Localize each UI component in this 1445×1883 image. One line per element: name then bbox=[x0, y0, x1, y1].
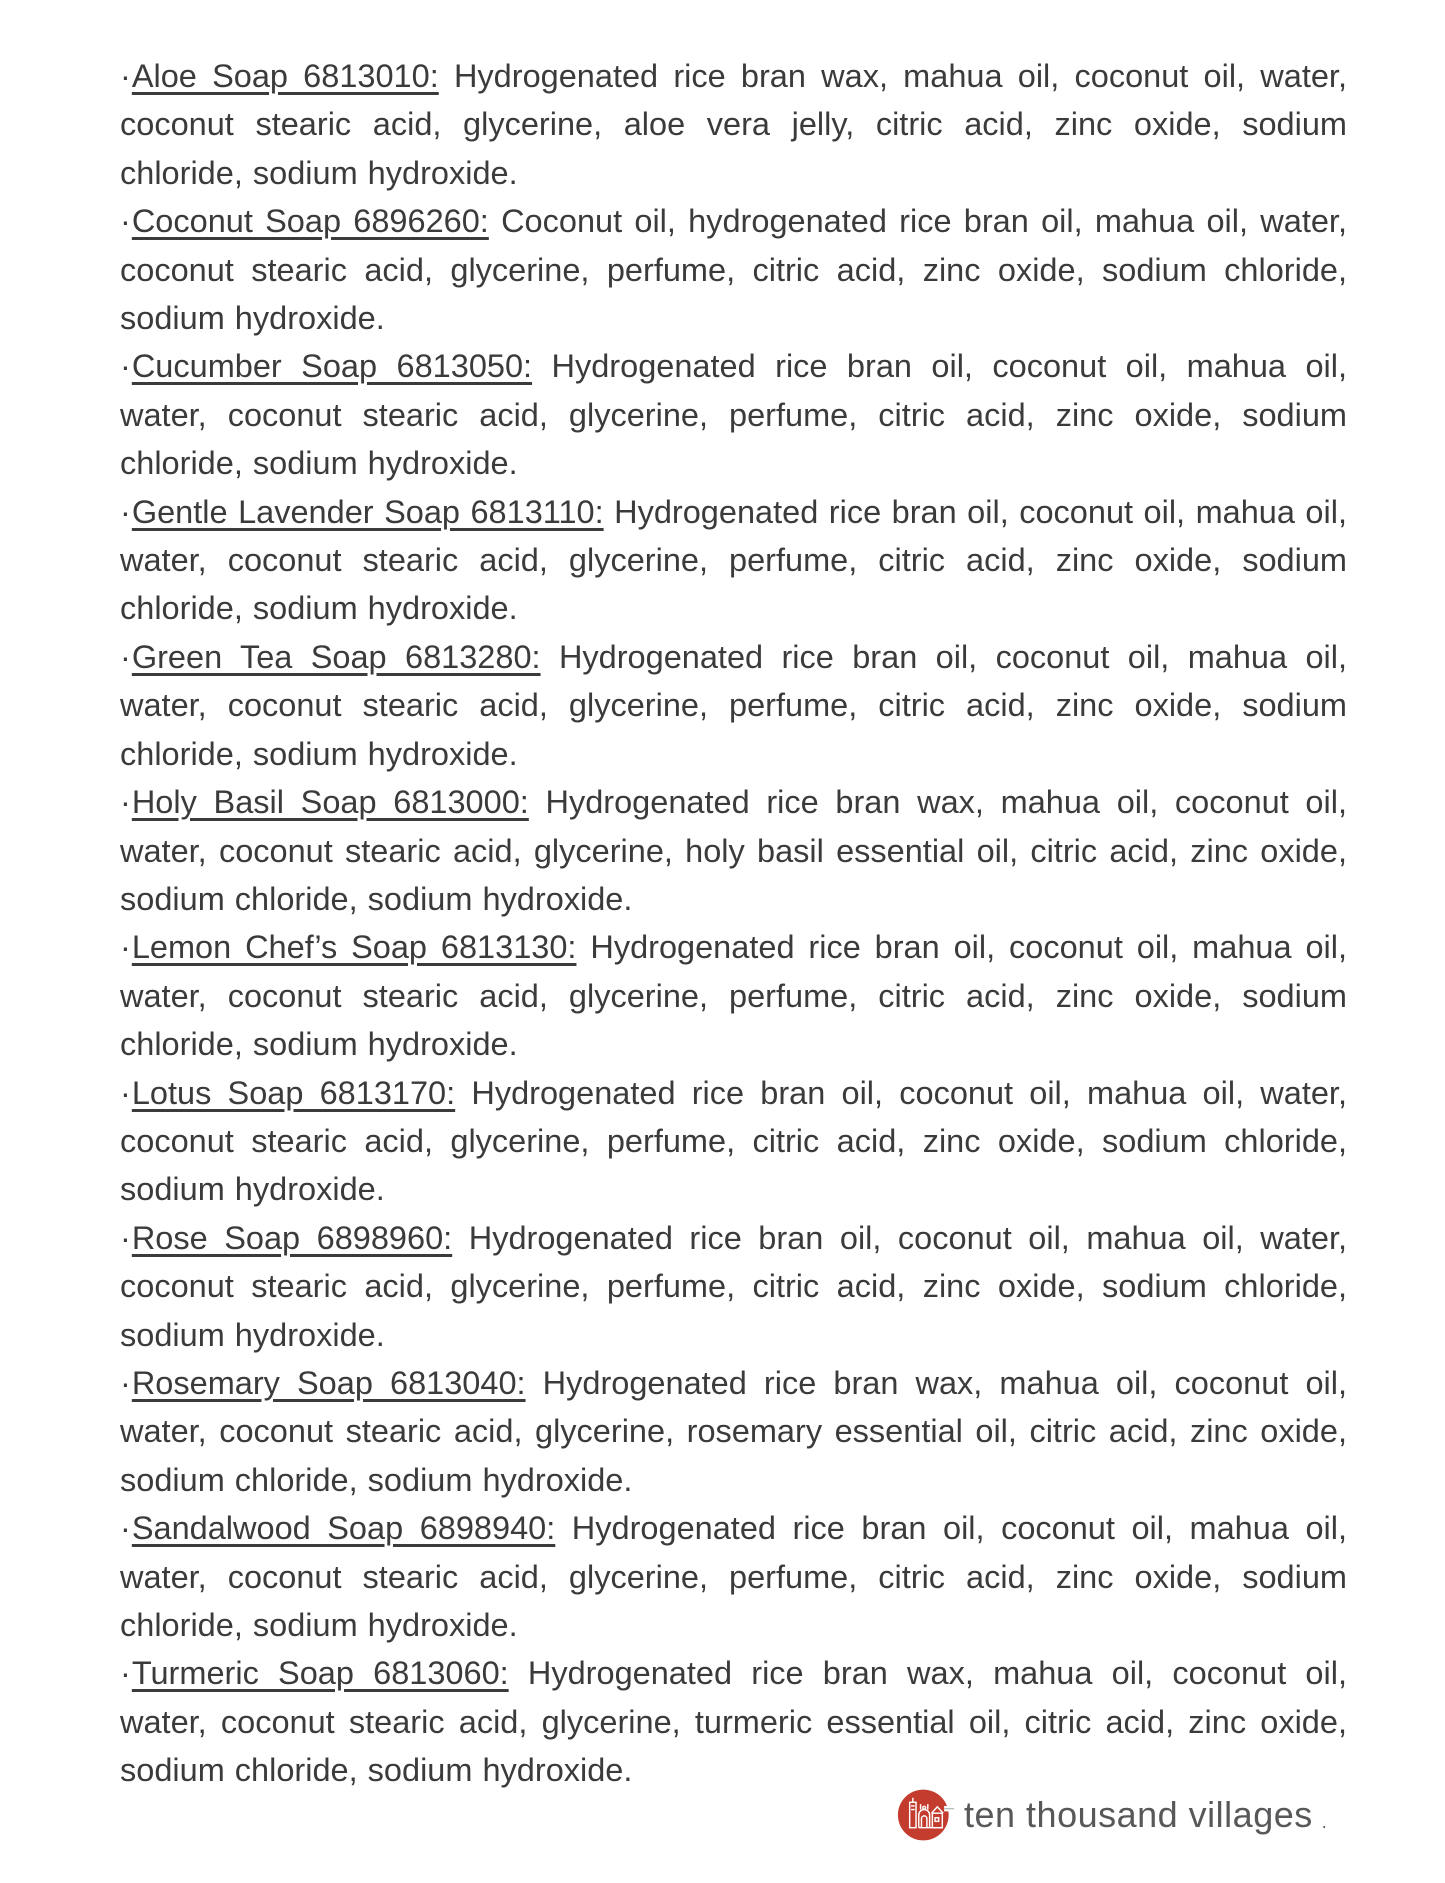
bullet: · bbox=[120, 1074, 131, 1111]
brand-logo bbox=[897, 1786, 1327, 1844]
product-entry bbox=[120, 197, 1347, 342]
bullet: · bbox=[120, 784, 131, 821]
product-entry bbox=[120, 488, 1347, 633]
product-entry bbox=[120, 923, 1347, 1068]
product-name-code: Rose Soap 6898960: bbox=[131, 1219, 453, 1256]
bullet: · bbox=[120, 929, 131, 966]
ingredients-text: Hydrogenated rice bran wax, mahua oil, coconut oil, water, coconut stearic acid, glycerine, aloe vera jelly, citric acid, zinc oxide, sodium chloride, sodium hydroxide. bbox=[120, 58, 1347, 191]
bullet: · bbox=[120, 493, 131, 530]
ingredients-text: Hydrogenated rice bran wax, mahua oil, coconut oil, water, coconut stearic acid, glycerine, holy basil essential oil, citric acid, zinc oxide, sodium chloride, sodium hydroxide. bbox=[120, 784, 1347, 917]
product-entry bbox=[120, 52, 1347, 197]
ingredients-text: Hydrogenated rice bran oil, coconut oil, mahua oil, water, coconut stearic acid, glycerine, perfume, citric acid, zinc oxide, sodium chloride, sodium hydroxide. bbox=[120, 493, 1347, 627]
product-name-code: Rosemary Soap 6813040: bbox=[131, 1364, 526, 1401]
product-entry bbox=[120, 1504, 1347, 1649]
ingredients-text: Coconut oil, hydrogenated rice bran oil, mahua oil, water, coconut stearic acid, glycerine, perfume, citric acid, zinc oxide, sodium chloride, sodium hydroxide. bbox=[120, 203, 1347, 337]
ingredients-text: Hydrogenated rice bran wax, mahua oil, coconut oil, water, coconut stearic acid, glycerine, rosemary essential oil, citric acid, zinc oxide, sodium chloride, sodium hydroxide. bbox=[120, 1364, 1347, 1498]
brand-trademark-dot: . bbox=[1321, 1812, 1327, 1832]
product-name-code: Lotus Soap 6813170: bbox=[131, 1074, 456, 1111]
product-name-code: Green Tea Soap 6813280: bbox=[131, 638, 541, 675]
product-entry bbox=[120, 633, 1347, 778]
ingredients-text: Hydrogenated rice bran oil, coconut oil, mahua oil, water, coconut stearic acid, glycerine, perfume, citric acid, zinc oxide, sodium chloride, sodium hydroxide. bbox=[120, 348, 1347, 482]
ingredients-text: Hydrogenated rice bran oil, coconut oil, mahua oil, water, coconut stearic acid, glycerine, perfume, citric acid, zinc oxide, sodium chloride, sodium hydroxide. bbox=[120, 929, 1347, 1063]
brand-name: ten thousand villages bbox=[964, 1794, 1313, 1835]
village-icon bbox=[897, 1786, 955, 1844]
bullet: · bbox=[120, 58, 131, 94]
product-name-code: Coconut Soap 6896260: bbox=[131, 203, 489, 240]
ingredients-text: Hydrogenated rice bran oil, coconut oil, mahua oil, water, coconut stearic acid, glycerine, perfume, citric acid, zinc oxide, sodium chloride, sodium hydroxide. bbox=[120, 1510, 1347, 1643]
product-name-code: Holy Basil Soap 6813000: bbox=[131, 784, 529, 821]
product-entry bbox=[120, 778, 1347, 923]
bullet: · bbox=[120, 1364, 131, 1401]
product-entry bbox=[120, 1214, 1347, 1359]
product-name-code: Aloe Soap 6813010: bbox=[131, 58, 439, 94]
ingredients-text: Hydrogenated rice bran oil, coconut oil, mahua oil, water, coconut stearic acid, glycerine, perfume, citric acid, zinc oxide, sodium chloride, sodium hydroxide. bbox=[120, 1219, 1348, 1353]
product-entry bbox=[120, 1359, 1347, 1504]
bullet: · bbox=[120, 1655, 131, 1692]
bullet: · bbox=[120, 1510, 131, 1547]
ingredients-text: Hydrogenated rice bran oil, coconut oil, mahua oil, water, coconut stearic acid, glycerine, perfume, citric acid, zinc oxide, sodium chloride, sodium hydroxide. bbox=[120, 638, 1347, 772]
product-name-code: Cucumber Soap 6813050: bbox=[131, 348, 533, 385]
product-name-code: Gentle Lavender Soap 6813110: bbox=[131, 493, 604, 530]
product-name-code: Turmeric Soap 6813060: bbox=[131, 1655, 509, 1692]
bullet: · bbox=[120, 203, 131, 240]
product-name-code: Sandalwood Soap 6898940: bbox=[131, 1510, 556, 1547]
product-name-code: Lemon Chef’s Soap 6813130: bbox=[131, 929, 577, 966]
ingredients-text: Hydrogenated rice bran wax, mahua oil, coconut oil, water, coconut stearic acid, glycerine, turmeric essential oil, citric acid, zinc oxide, sodium chloride, sodium hydroxide. bbox=[120, 1655, 1347, 1789]
bullet: · bbox=[120, 348, 131, 385]
product-entry bbox=[120, 342, 1347, 487]
product-entry bbox=[120, 1649, 1347, 1794]
ingredients-text: Hydrogenated rice bran oil, coconut oil, mahua oil, water, coconut stearic acid, glycerine, perfume, citric acid, zinc oxide, sodium chloride, sodium hydroxide. bbox=[120, 1074, 1347, 1208]
product-entry bbox=[120, 1069, 1347, 1214]
bullet: · bbox=[120, 1219, 131, 1256]
bullet: · bbox=[120, 638, 131, 675]
product-list bbox=[120, 52, 1347, 1795]
